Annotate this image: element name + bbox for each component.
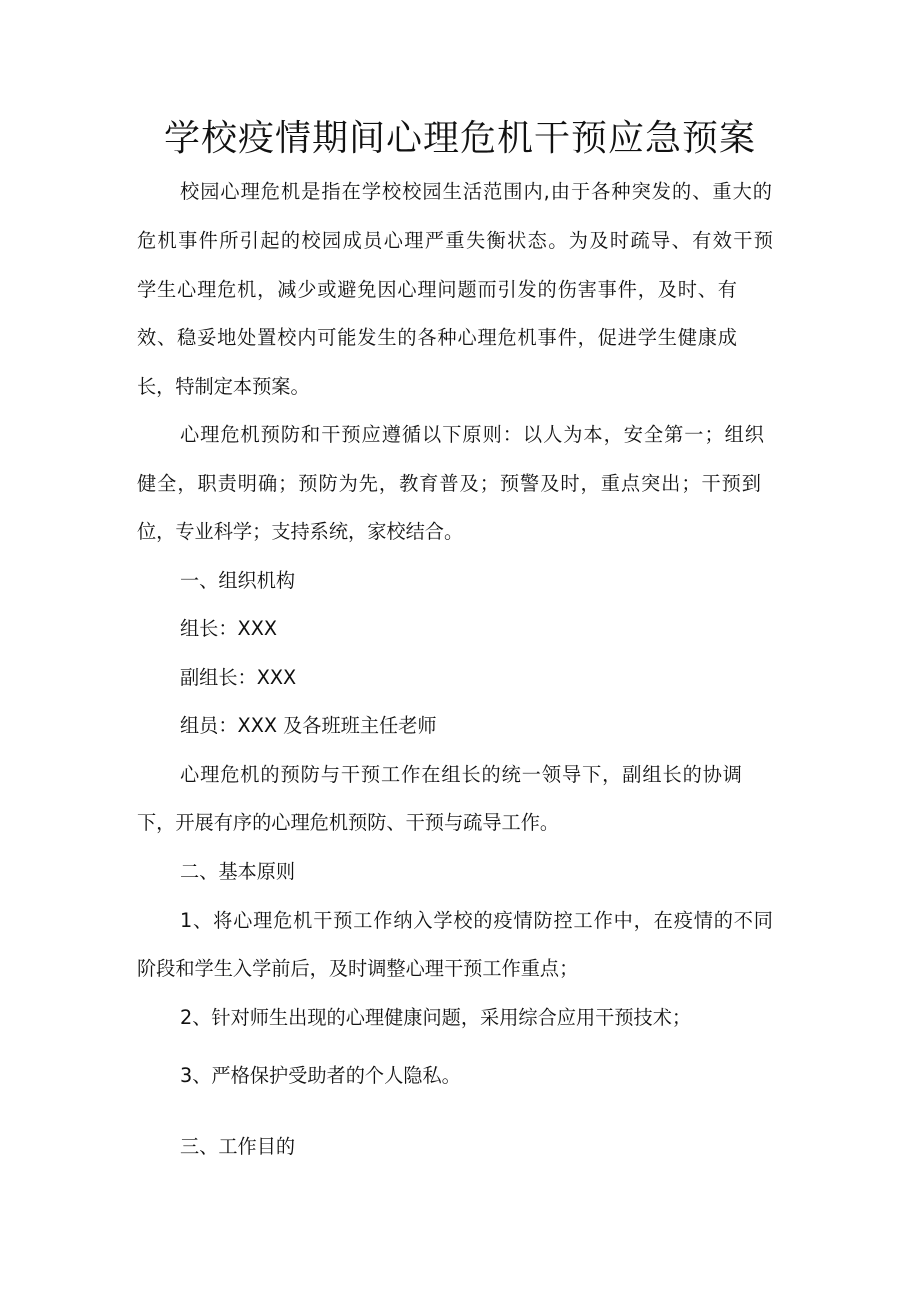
intro-line-4: 效、稳妥地处置校内可能发生的各种心理危机事件，促进学生健康成 <box>137 326 737 349</box>
principle-item-3: 3、严格保护受助者的个人隐私。 <box>180 1064 461 1087</box>
section1-desc-line-2: 下，开展有序的心理危机预防、干预与疏导工作。 <box>137 811 560 834</box>
principle-line-3: 位，专业科学；支持系统，家校结合。 <box>137 520 464 543</box>
group-members: 组员：XXX 及各班班主任老师 <box>180 714 437 737</box>
intro-line-2: 危机事件所引起的校园成员心理严重失衡状态。为及时疏导、有效干预 <box>137 229 773 252</box>
group-leader: 组长：XXX <box>180 617 277 640</box>
section2-heading: 二、基本原则 <box>180 860 296 883</box>
section3-heading: 三、工作目的 <box>180 1135 296 1158</box>
group-deputy: 副组长：XXX <box>180 666 297 689</box>
section1-desc-line-1: 心理危机的预防与干预工作在组长的统一领导下，副组长的协调 <box>180 763 742 786</box>
principle-item-2: 2、针对师生出现的心理健康问题，采用综合应用干预技术； <box>180 1006 692 1029</box>
principle-line-2: 健全，职责明确；预防为先，教育普及；预警及时，重点突出；干预到 <box>137 472 761 495</box>
principle-item-1-line-1: 1、将心理危机干预工作纳入学校的疫情防控工作中，在疫情的不同 <box>180 909 773 932</box>
intro-line-1: 校园心理危机是指在学校校园生活范围内,由于各种突发的、重大的 <box>180 180 772 203</box>
document-title: 学校疫情期间心理危机干预应急预案 <box>163 118 756 159</box>
intro-line-5: 长，特制定本预案。 <box>137 375 310 398</box>
principle-line-1: 心理危机预防和干预应遵循以下原则：以人为本，安全第一；组织 <box>180 423 764 446</box>
intro-line-3: 学生心理危机，减少或避免因心理问题而引发的伤害事件，及时、有 <box>137 278 737 301</box>
principle-item-1-line-2: 阶段和学生入学前后，及时调整心理干预工作重点； <box>137 957 579 980</box>
section1-heading: 一、组织机构 <box>180 569 296 592</box>
